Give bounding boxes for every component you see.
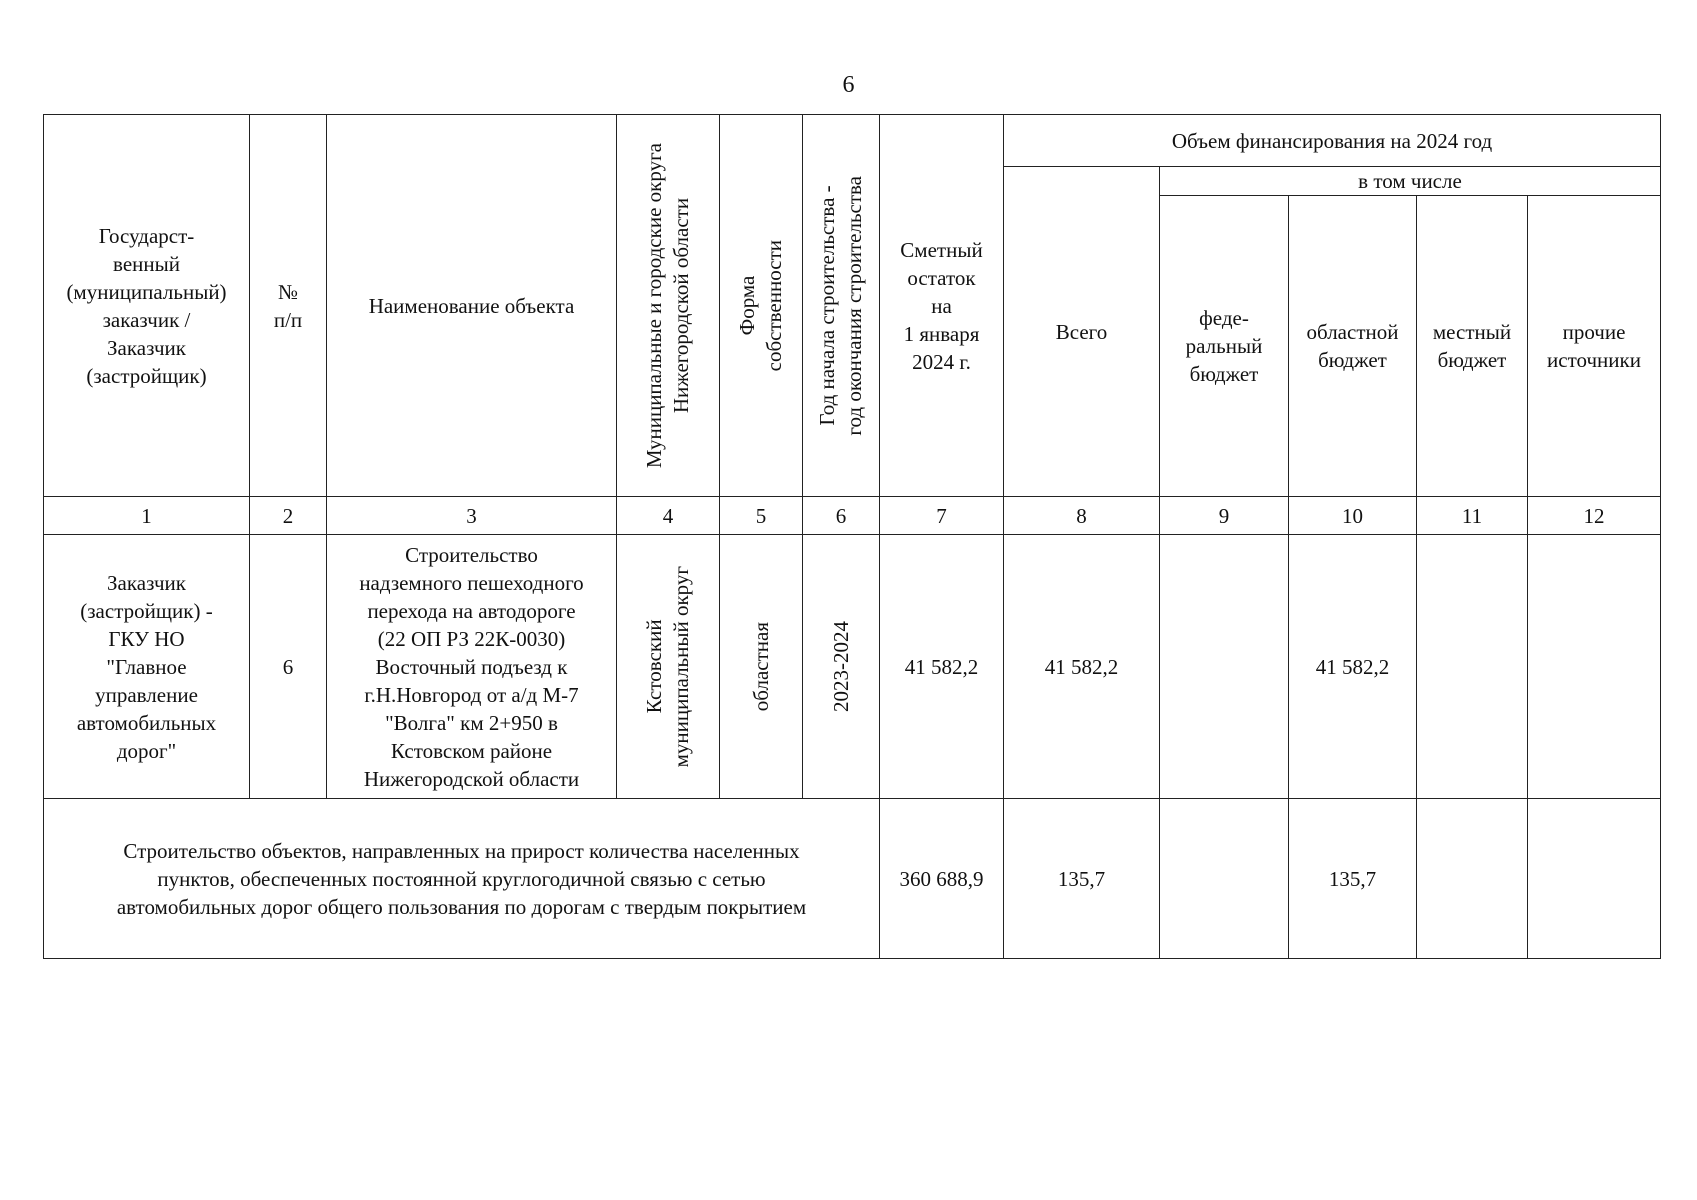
column-number: 12 (1528, 497, 1661, 535)
column-number: 1 (44, 497, 250, 535)
header-funding-title: Объем финансирования на 2024 год (1004, 115, 1661, 167)
header-row (44, 115, 1661, 167)
summary-estimated-balance: 360 688,9 (880, 799, 1004, 959)
row-years-cell (803, 535, 880, 799)
header-municipal: Муниципальные и городские округа Нижегородской области (642, 142, 693, 469)
header-including: в том числе (1160, 167, 1661, 196)
row-ownership-cell (720, 535, 803, 799)
row-other (1528, 535, 1661, 799)
column-number: 3 (327, 497, 617, 535)
header-years-cell (803, 115, 880, 497)
column-number: 6 (803, 497, 880, 535)
row-number: 6 (250, 535, 327, 799)
header-other: прочие источники (1528, 196, 1661, 497)
header-ownership-cell (720, 115, 803, 497)
summary-label: Строительство объектов, направленных на прирост количества населенных пунктов, обеспеченных постоянной круглогодичной связью с сетью автомобильных дорог общего пользования по дорогам с твердым покрытием (44, 799, 880, 959)
summary-regional: 135,7 (1289, 799, 1417, 959)
header-federal: феде- ральный бюджет (1160, 196, 1289, 497)
table-row (44, 535, 1661, 799)
row-federal (1160, 535, 1289, 799)
header-customer: Государст- венный (муниципальный) заказчик / Заказчик (застройщик) (44, 115, 250, 497)
row-regional: 41 582,2 (1289, 535, 1417, 799)
summary-total: 135,7 (1004, 799, 1160, 959)
header-local: местный бюджет (1417, 196, 1528, 497)
page-number: 6 (842, 72, 855, 98)
column-number: 2 (250, 497, 327, 535)
header-total: Всего (1004, 167, 1160, 497)
column-number: 5 (720, 497, 803, 535)
row-estimated-balance: 41 582,2 (880, 535, 1004, 799)
summary-row (44, 799, 1661, 959)
summary-other (1528, 799, 1661, 959)
column-number: 7 (880, 497, 1004, 535)
row-ownership: областная (748, 621, 773, 712)
header-estimated-balance: Сметный остаток на 1 января 2024 г. (880, 115, 1004, 497)
row-customer: Заказчик (застройщик) - ГКУ НО "Главное управление автомобильных дорог" (44, 535, 250, 799)
row-years: 2023-2024 (828, 621, 853, 712)
header-number: № п/п (250, 115, 327, 497)
summary-federal (1160, 799, 1289, 959)
header-ownership: Форма собственности (735, 239, 786, 372)
summary-local (1417, 799, 1528, 959)
row-total: 41 582,2 (1004, 535, 1160, 799)
header-object-name: Наименование объекта (327, 115, 617, 497)
column-number: 4 (617, 497, 720, 535)
column-number: 11 (1417, 497, 1528, 535)
row-local (1417, 535, 1528, 799)
header-regional: областной бюджет (1289, 196, 1417, 497)
header-years: Год начала строительства - год окончания строительства (815, 175, 866, 436)
row-object-name: Строительство надземного пешеходного перехода на автодороге (22 ОП РЗ 22К-0030) Восточный подъезд к г.Н.Новгород от а/д М-7 "Волга" км 2+950 в Кстовском районе Нижегородской области (327, 535, 617, 799)
row-municipal: Кстовский муниципальный округ (642, 565, 693, 768)
financing-table (43, 114, 1661, 959)
header-municipal-cell (617, 115, 720, 497)
column-number: 9 (1160, 497, 1289, 535)
column-number-row (44, 497, 1661, 535)
column-number: 10 (1289, 497, 1417, 535)
row-municipal-cell (617, 535, 720, 799)
column-number: 8 (1004, 497, 1160, 535)
